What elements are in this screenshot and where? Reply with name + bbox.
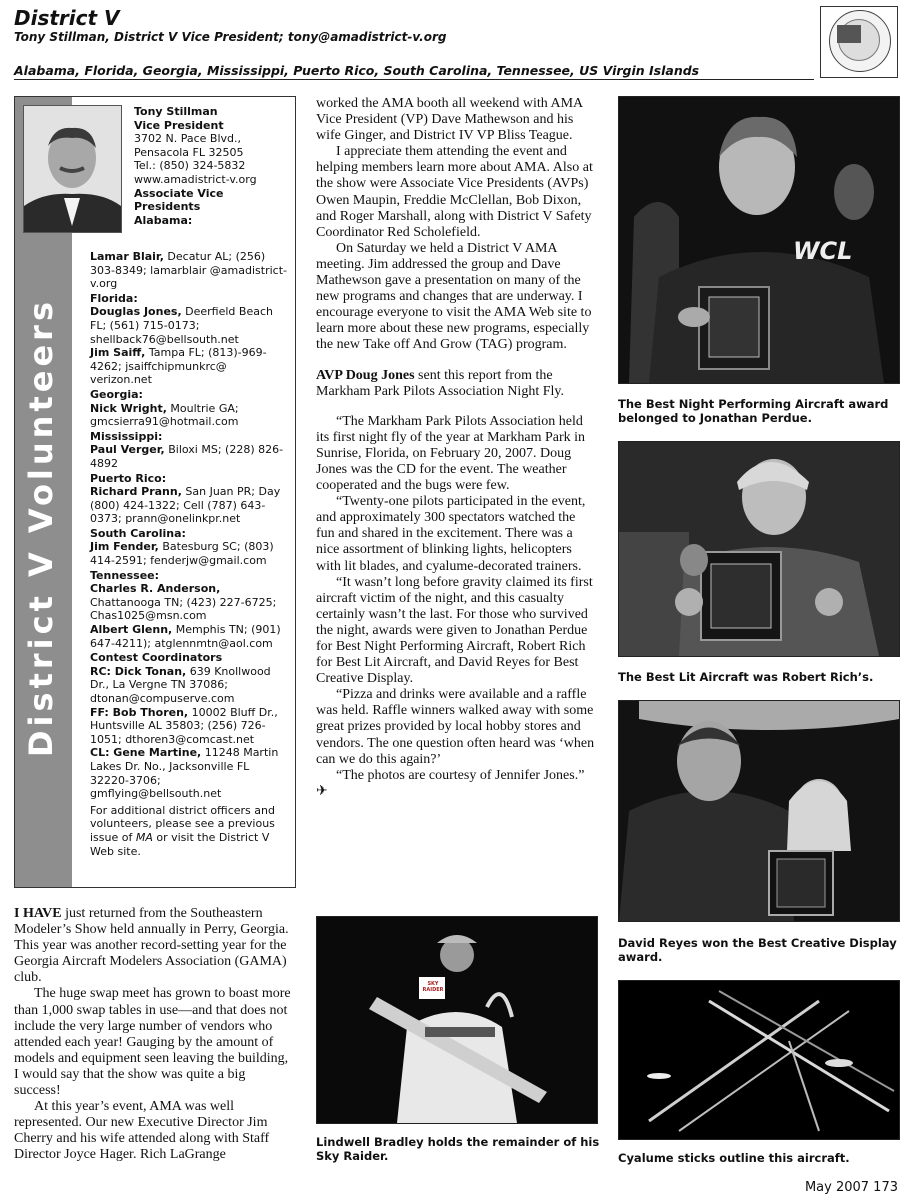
volunteer-entry xyxy=(90,582,288,623)
page-folio: May 2007 173 xyxy=(804,1180,898,1195)
sign-text: SKY RAIDER xyxy=(422,981,444,993)
volunteers-box xyxy=(14,96,296,888)
vp-address-2: Pensacola FL 32505 xyxy=(134,145,244,159)
volunteer-details: Chattanooga TN; (423) 227-6725; Chas1025@msn.com xyxy=(90,595,277,623)
volunteer-details: San Juan PR; Day (800) 424-1322; Cell (787) 643-0373; prann@onelinkpr.net xyxy=(90,485,281,526)
volunteer-name: Richard Prann, xyxy=(90,485,182,499)
article-lead: I HAVE xyxy=(14,906,62,921)
volunteer-details: Deerfield Beach FL; (561) 715-0173; shellback76@bellsouth.net xyxy=(90,305,273,346)
vp-contact-block xyxy=(134,105,284,227)
article-paragraph: worked the AMA booth all weekend with AMA Vice President (VP) Dave Mathewson and his wife Ginger, and District IV VP Bliss Teague. xyxy=(316,96,583,144)
volunteer-entry xyxy=(90,443,288,470)
alabama-heading: Alabama: xyxy=(134,213,193,227)
page-subtitle: Tony Stillman, District V Vice President; tony@amadistrict-v.org xyxy=(14,30,447,44)
photo-cyalume-aircraft xyxy=(618,980,900,1140)
volunteer-details: Memphis TN; (901) 647-4211); atglennmtn@aol.com xyxy=(90,623,281,650)
district-states: Alabama, Florida, Georgia, Mississippi, Puerto Rico, South Carolina, Tennessee, US Virgin Islands xyxy=(14,63,700,78)
header-rule xyxy=(14,79,814,80)
volunteer-name: Charles R. Anderson, xyxy=(90,582,221,596)
ama-end-mark-icon: ✈ xyxy=(316,783,328,799)
state-heading: South Carolina: xyxy=(90,526,186,540)
article-paragraph: “The photos are courtesy of Jennifer Jones.” ✈ xyxy=(316,767,585,799)
volunteer-name: Nick Wright, xyxy=(90,401,167,415)
volunteer-entry xyxy=(90,485,288,526)
article-paragraph: “The Markham Park Pilots Association held its first night fly of the year at Markham Park in Sunrise, Florida, on February 20, 2007. Doug Jones was the CD for the event. The weather cooperated and the bugs were few. xyxy=(316,413,586,494)
volunteers-side-band xyxy=(15,97,72,887)
article-paragraph: “Pizza and drinks were available and a raffle was held. Raffle winners walked away with some great prizes provided by local hobby stores and vendors. The one question often heard was ‘when can we do this again?’ xyxy=(316,687,595,767)
article-column-1 xyxy=(14,906,294,1164)
volunteer-name: Lamar Blair, xyxy=(90,250,164,263)
volunteer-details: Decatur AL; (256) 303-8349; lamarblair @amadistrict-v.org xyxy=(90,250,287,291)
vp-telephone: Tel.: (850) 324-5832 xyxy=(134,159,246,173)
shirt-logo-text: WCL xyxy=(793,237,853,265)
sidebar-footer-note: For additional district officers and volunteers, please see a previous issue of MA or visit the District V Web site. xyxy=(90,803,275,858)
article-paragraph: AVP Doug Jones sent this report from the Markham Park Pilots Association Night Fly. xyxy=(316,367,564,399)
volunteer-entry xyxy=(90,746,288,800)
assoc-vp-heading: Associate Vice Presidents xyxy=(134,186,224,214)
article-paragraph: At this year’s event, AMA was well represented. Our new Executive Director Jim Cherry and his wife attended along with Staff Director Joyce Hager. Rich LaGrange xyxy=(14,1099,270,1163)
article-paragraph: On Saturday we held a District V AMA meeting. Jim addressed the group and Dave Mathewson gave a presentation on many of the new programs and changes that are underway. I encourage everyone to visit the AMA Web site to learn more about these new programs, especially the new Take off And Grow (TAG) program. xyxy=(316,240,592,353)
photo-caption: Cyalume sticks outline this aircraft. xyxy=(618,1151,850,1165)
article-column-2 xyxy=(316,96,596,800)
volunteer-details: Biloxi MS; (228) 826-4892 xyxy=(90,443,284,470)
photo-best-lit-award xyxy=(618,441,900,657)
volunteer-entry xyxy=(90,665,288,706)
vp-name: Tony Stillman xyxy=(134,105,218,118)
volunteer-entry xyxy=(90,540,288,567)
volunteer-name: Douglas Jones, xyxy=(90,305,182,319)
article-paragraph: The huge swap meet has grown to boast more than 1,000 swap tables in use—and that does not include the very large number of vendors who attended each year! Gauging by the amount of models and equipment seen leaving the building, I would say that the show was quite a big success! xyxy=(14,986,291,1099)
article-paragraph: I appreciate them attending the event and helping members learn more about AMA. Also at the show were Associate Vice Presidents (AVPs) Owen Maupin, Freddie McClellan, Bob Dixon, and Roger Marshall, along with District V Safety Coordinator Red Scholefield. xyxy=(316,144,593,240)
photo-night-performing-award xyxy=(618,96,900,384)
volunteer-entry xyxy=(90,346,288,387)
volunteer-entry xyxy=(90,305,288,346)
volunteer-name: RC: Dick Tonan, xyxy=(90,664,187,678)
photo-caption: The Best Night Performing Aircraft award belonged to Jonathan Perdue. xyxy=(618,397,889,425)
volunteer-name: FF: Bob Thoren, xyxy=(90,705,189,719)
volunteer-details: 639 Knollwood Dr., La Vergne TN 37086; dtonan@compuserve.com xyxy=(90,664,271,705)
photo-caption: David Reyes won the Best Creative Display award. xyxy=(618,936,897,964)
state-heading: Florida: xyxy=(90,291,138,305)
article-paragraph: I HAVE just returned from the Southeastern Modeler’s Show held annually in Perry, Georgia. This year was another record-setting year for the Georgia Aircraft Modelers Association (GAMA) club. xyxy=(14,906,289,986)
volunteer-name: Jim Saiff, xyxy=(90,346,146,360)
vp-role: Vice President xyxy=(134,118,224,132)
vp-portrait-photo xyxy=(23,105,122,233)
district-seal-logo xyxy=(820,6,898,78)
vp-address-1: 3702 N. Pace Blvd., xyxy=(134,132,241,146)
volunteer-name: Albert Glenn, xyxy=(90,623,173,637)
state-heading: Mississippi: xyxy=(90,429,163,443)
photo-sky-raider xyxy=(316,916,598,1124)
article-paragraph: “It wasn’t long before gravity claimed its first aircraft victim of the night, and this casualty certainly wasn’t the last. For those who survived the night, awards were given to Jonathan Perdue for Best Night Performing Aircraft, Robert Rich for Best Lit Aircraft, and David Reyes for Best Creative Display. xyxy=(316,574,593,687)
report-lead: AVP Doug Jones xyxy=(316,367,415,383)
article-paragraph: “Twenty-one pilots participated in the event, and approximately 300 spectators watched the fun and shared in the excitement. There was a nice assortment of blinking lights, helicopters with lit blades, and cyalume-decorated trainers. xyxy=(316,494,586,574)
state-heading: Puerto Rico: xyxy=(90,471,167,485)
vp-website: www.amadistrict-v.org xyxy=(134,172,257,186)
volunteers-vertical-title: District V Volunteers xyxy=(22,298,60,757)
photo-caption: The Best Lit Aircraft was Robert Rich’s. xyxy=(618,670,874,684)
volunteer-entry xyxy=(90,706,288,747)
volunteer-details: Tampa FL; (813)-969-4262; jsaiffchipmunkrc@ verizon.net xyxy=(90,346,267,387)
page-title: District V xyxy=(14,6,120,30)
volunteer-details: 11248 Martin Lakes Dr. No., Jacksonville FL 32220-3706; gmflying@bellsouth.net xyxy=(90,746,279,801)
contest-coordinators-heading: Contest Coordinators xyxy=(90,651,223,665)
volunteer-name: CL: Gene Martine, xyxy=(90,746,202,760)
volunteer-details: Batesburg SC; (803) 414-2591; fenderjw@gmail.com xyxy=(90,540,274,568)
volunteer-details: 10002 Bluff Dr., Huntsville AL 35803; (256) 726-1051; dthoren3@comcast.net xyxy=(90,705,278,746)
volunteer-entry xyxy=(90,623,288,650)
state-heading: Tennessee: xyxy=(90,568,160,582)
volunteer-details: Moultrie GA; gmcsierra91@hotmail.com xyxy=(90,401,239,429)
photo-caption: Lindwell Bradley holds the remainder of his Sky Raider. xyxy=(316,1135,600,1163)
volunteer-entry xyxy=(90,402,288,429)
volunteer-entry xyxy=(90,250,288,291)
volunteer-list xyxy=(90,250,288,858)
photo-creative-display-award xyxy=(618,700,900,922)
volunteer-name: Paul Verger, xyxy=(90,443,165,457)
state-heading: Georgia: xyxy=(90,387,143,401)
volunteer-name: Jim Fender, xyxy=(90,540,159,554)
